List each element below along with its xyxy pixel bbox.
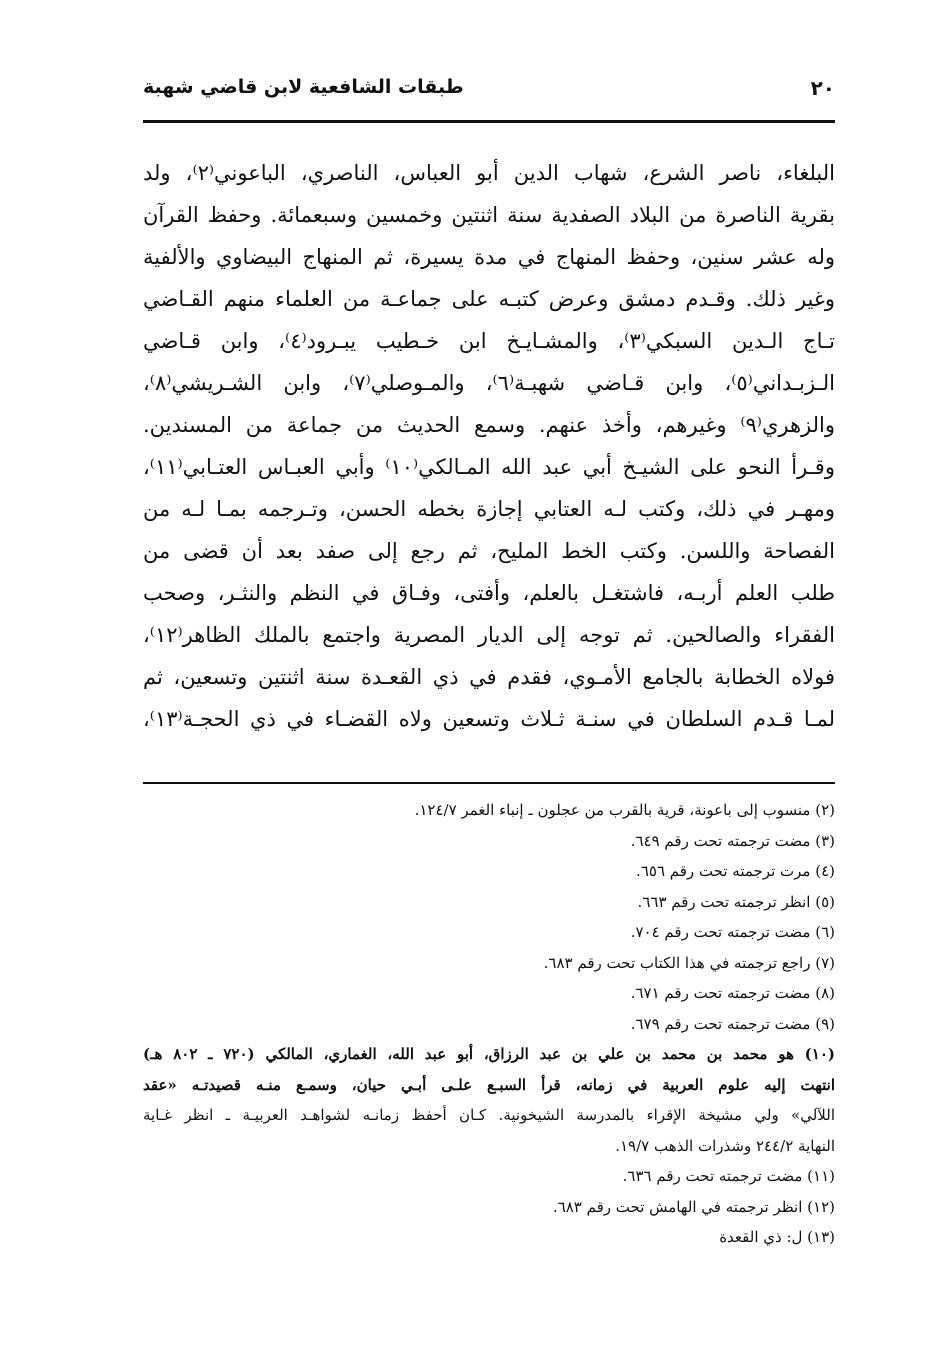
footnotes-section (143, 795, 835, 1253)
footnote-separator (143, 782, 835, 784)
body-line: وقـرأ النحو على الشيـخ أبي عبد الله المـالكي⁽١٠⁾ وأبي العبـاس العتـابي⁽١١⁾، (143, 455, 835, 479)
footnote: (١٠) هو محمد بن محمد بن علي بن عبد الرزاق، أبو عبد الله، الغماري، المالكي (٧٢٠ ـ ٨٠٢ هـ) (143, 1045, 835, 1063)
body-line: وله عشر سنين، وحفظ المنهاج في مدة يسيرة، ثم المنهاج البيضاوي والألفية (143, 245, 835, 269)
footnote: (٨) مضت ترجمته تحت رقم ٦٧١. (630, 984, 835, 1002)
page-header (143, 70, 835, 110)
footnote: (٧) راجع ترجمته في هذا الكتاب تحت رقم ٦٨٣. (543, 953, 835, 972)
body-line: تـاج الـدين السبكي⁽٣⁾، والمشـايـخ ابن خـطيب يبـرود⁽٤⁾، وابن قـاضي (143, 329, 835, 353)
body-line: وغير ذلك. وقـدم دمشق وعرض كتبـه على جماعـة من العلماء منهم القـاضي (143, 287, 835, 311)
footnote: (٦) مضت ترجمته تحت رقم ٧٠٤. (630, 923, 835, 941)
footnote-continuation: انتهت إليه علوم العربية في زمانه، قرأ السبـع علـى أبـي حيان، وسمـع منـه قصيدتـه «عقد (143, 1075, 835, 1094)
body-line: ومهـر في ذلك، وكتب لـه العتابي إجازة بخطه الحسن، وتـرجمه بمـا لـه من (143, 497, 835, 521)
running-title: طبقات الشافعية لابن قاضي شهبة (143, 76, 464, 98)
main-body-text (143, 152, 835, 740)
body-line: الفقراء والصالحين. ثم توجه إلى الديار المصرية واجتمع بالملك الظاهر⁽١٢⁾، (143, 623, 835, 647)
page-number: ٢٠ (810, 76, 835, 100)
body-line: والزهري⁽٩⁾ وغيرهم، وأخذ عنهم. وسمع الحديث من جماعة من المسندين. (143, 413, 835, 437)
body-line: البلغاء، ناصر الشرع، شهاب الدين أبو العباس، الناصري، الباعوني⁽٢⁾، ولد (143, 161, 835, 185)
body-line: طلب العلم أربـه، فاشتغـل بالعلم، وأفتى، وفـاق في النظم والنثـر، وصحب (143, 581, 835, 605)
footnote: (٣) مضت ترجمته تحت رقم ٦٤٩. (630, 831, 835, 850)
body-line: بقرية الناصرة من البلاد الصفدية سنة اثنتين وخمسين وسبعمائة. وحفظ القرآن (143, 203, 835, 227)
footnote: (١٢) انظر ترجمته في الهامش تحت رقم ٦٨٣. (552, 1197, 835, 1216)
header-rule (143, 120, 835, 123)
footnote-continuation: النهاية ٢٤٤/٢ وشذرات الذهب ١٩/٧. (615, 1136, 835, 1155)
body-line: الفصاحة واللسن. وكتب الخط المليح، ثم رجع إلى صفد بعد أن قضى من (143, 539, 835, 563)
body-line: لمـا قـدم السلطان في سنـة ثـلاث وتسعين ولاه القضـاء في ذي الحجـة⁽١٣⁾، (143, 707, 835, 731)
body-line: فولاه الخطابة بالجامع الأمـوي، فقدم في ذي القعـدة سنة اثنتين وتسعين، ثم (143, 665, 835, 689)
footnote: (٥) انظر ترجمته تحت رقم ٦٦٣. (637, 892, 835, 911)
footnote: (٩) مضت ترجمته تحت رقم ٦٧٩. (630, 1014, 835, 1033)
footnote: (٢) منسوب إلى باعونة، قرية بالقرب من عجلون ـ إنباء الغمر ١٢٤/٧. (414, 801, 835, 819)
footnote: (٤) مرت ترجمته تحت رقم ٦٥٦. (636, 862, 835, 880)
body-line: الـزبـداني⁽٥⁾، وابن قـاضي شهبـة⁽٦⁾، والمـوصلي⁽٧⁾، وابن الشـريشي⁽٨⁾، (143, 371, 835, 395)
footnote-continuation: اللآلي» ولي مشيخة الإقراء بالمدرسة الشيخونية. كـان أحفظ زمانـه لشواهـد العربيـة ـ انظر غـاية (143, 1106, 835, 1124)
footnote: (١٣) ل: ذي القعدة (719, 1228, 835, 1246)
footnote: (١١) مضت ترجمته تحت رقم ٦٣٦. (622, 1167, 835, 1185)
